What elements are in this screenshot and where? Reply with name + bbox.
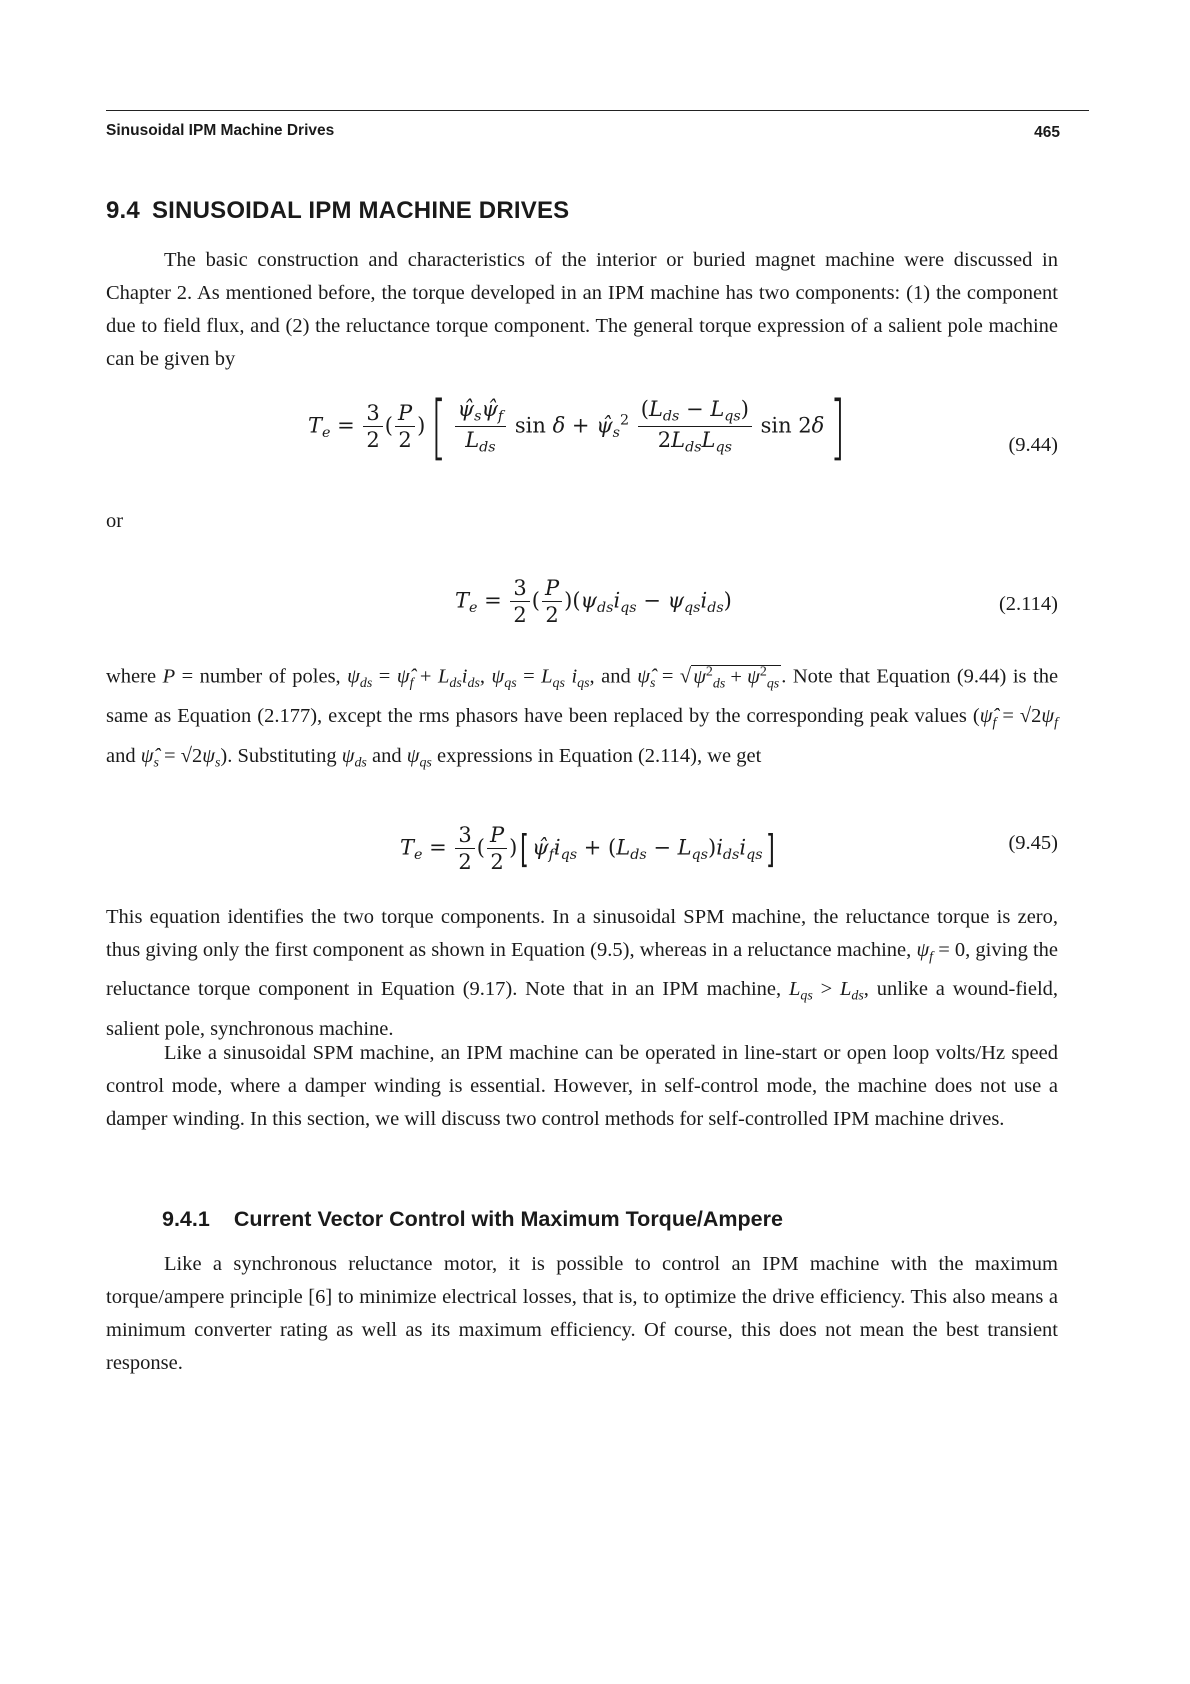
paragraph-torque-components: This equation identifies the two torque components. In a sinusoidal SPM machine, the reluctance torque is zero, thus giving only the first component as shown in Equation (9.5), whereas in a reluctance machine, $\psi_f = 0$, giving the reluctance torque component in Equation (9.17). Note that in an IPM machine, $L_{qs} > L_{ds}$, unlike a wound-field, salient pole, synchronous machine. [106,906,1059,1040]
equation-number-2-114: (2.114) [998,593,1058,615]
paragraph-max-torque-ampere: Like a synchronous reluctance motor, it is possible to control an IPM machine with the maximum torque/ampere principle [6] to minimize electrical losses, that is, to optimize the drive efficiency. This also means a minimum converter rating as well as its maximum efficiency. Of course, this does not mean the best transient response. [106,1253,1058,1374]
or-word: or [106,510,124,532]
section-title: SINUSOIDAL IPM MACHINE DRIVES [151,197,570,224]
equation-number-9-45: (9.45) [1008,832,1058,854]
subsection-heading [162,1207,783,1232]
text-fragment: This equation identifies the two torque components. In a sinusoidal SPM machine, the reluctance torque is zero, thus giving only the first component as shown in Equation (9.5), whereas in a reluctance machine, [106,906,1058,961]
header-rule [106,110,1089,111]
text-fragment: where [106,665,157,688]
subsection-number: 9.4.1 [162,1207,210,1231]
text-fragment: unlike a wound-field, salient pole, synchronous machine. [106,978,1059,1040]
equation-9-44: $T_e$ = $\frac{3}{2}$ ( $\frac{P}{2}$ )[ $\frac{\psî_s\psî_f}{L_{ds}}$ $\sin \delta + \psî_s^2$ $\frac{(L_{ds} - L_{qs})}{2L_{ds}L_{qs}}$ sin 2δ] [308,385,846,468]
subsection-title: Current Vector Control with Maximum Torque/Ampere [233,1207,783,1231]
text-fragment: = number of poles, [181,665,341,688]
section-number: 9.4 [106,197,140,224]
equation-9-45: $T_e$ = $\frac{3}{2}$ ( $\frac{P}{2}$ )[ $\psî_fi_{qs} + (L_{ds} - L_{qs})i_{ds}i_{qs}$] [400,823,775,875]
text-fragment: and [106,744,136,767]
paragraph-intro: The basic construction and characteristics of the interior or buried magnet machine were discussed in Chapter 2. As mentioned before, the torque developed in an IPM machine has two components: (1) the component due to field flux, and (2) the reluctance torque component. The general torque expression of a salient pole machine can be given by [106,249,1058,370]
text-fragment: . Note that Equation (9.44) is the same as Equation (2.177), except the rms phasors have been replaced by the corresponding peak values ( [106,665,1059,728]
page-number: 465 [1034,124,1060,141]
running-head: Sinusoidal IPM Machine Drives [106,122,335,139]
equation-2-114: $T_e$ = $\frac{3}{2}$ ( $\frac{P}{2}$ )$(\psi_{ds}i_{qs} - \psi_{qs}i_{ds})$ [455,576,732,628]
paragraph-self-control: Like a sinusoidal SPM machine, an IPM machine can be operated in line-start or open loop volts/Hz speed control mode, where a damper winding is essential. However, in self-control mode, the machine does not use a damper winding. In this section, we will discuss two control methods for self-controlled IPM machine drives. [106,1042,1058,1130]
text-fragment: expressions in Equation (2.114), we get [436,744,762,767]
section-heading [106,197,569,225]
text-fragment: = 0, giving the reluctance torque component in Equation (9.17). Note that in an IPM machine, [106,939,1059,1001]
paragraph-definitions: where P = number of poles, $\psi_{ds}$ = $\psî_f + L_{ds}i_{ds}$, $\psi_{qs} = L_{qs}$ $i_{qs}$, and $\psî_s = √\psi^2_{ds} + \psi^2_{qs}$. Note that Equation (9.44) is the same as Equation (2.177), except the rms phasors have been replaced by the corresponding peak values ($\psî_f = √2\psi_f$ and $\psî_s = √2\psi_s$). Substituting $\psi_{ds}$ and $\psi_{qs}$ expressions in Equation (2.114), we get [106,664,1059,771]
text-fragment: , and [589,665,631,688]
text-fragment: and [371,744,402,767]
text-fragment: ). Substituting [220,744,337,767]
equation-number-9-44: (9.44) [1008,434,1058,456]
